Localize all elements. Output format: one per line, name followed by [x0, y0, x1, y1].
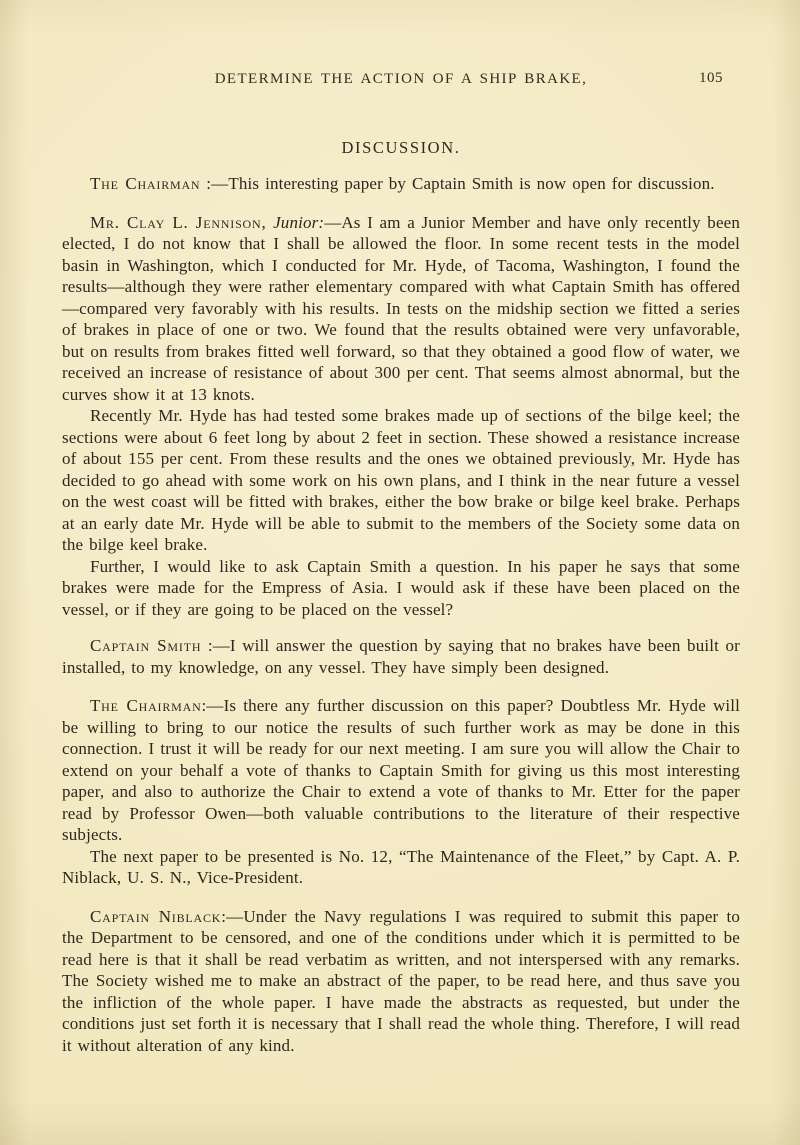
paragraph-text: Further, I would like to ask Captain Smith a question. In his paper he says that some brakes were made for the Empress of Asia. I would ask if these have been placed on the vessel, or if they are going to be placed on the vessel?: [62, 556, 740, 619]
paragraph-text: Recently Mr. Hyde has had tested some brakes made up of sections of the bilge keel; the sections were about 6 feet long by about 2 feet in section. These showed a resistance increase of about 155 per cent. From these results and the ones we obtained previously, Mr. Hyde has decided to go ahead with some work on his own plans, and I think in the near future a vessel on the west coast will be fitted with brakes, either the bow brake or bilge keel brake. Perhaps at an early date Mr. Hyde will be able to submit to the members of the Society some data on the bilge keel brake.: [62, 406, 740, 554]
paragraph-text: As I am a Junior Member and have only recently been elected, I do not know that I shall be allowed the floor. In some recent tests in the model basin in Washington, which I conducted for Mr. Hyde, of Tacoma, Washington, I found the results—although they were rather elementary compared with what Captain Smith has offered—compared very favorably with his results. In tests on the midship section we fitted a series of brakes in place of one or two. We found that the results obtained were very unfavorable, but on results from brakes fitted well forward, so that they obtained a good flow of water, we received an increase of resistance of about 300 per cent. That seems almost abnormal, but the curves show it at 13 knots.: [62, 212, 740, 404]
speaker-separator: :—: [201, 636, 230, 655]
discussion-paragraph: [62, 212, 740, 406]
page-number: 105: [699, 70, 723, 86]
section-title: DISCUSSION.: [341, 138, 461, 157]
discussion-paragraph: [62, 906, 740, 1057]
paragraph-text: This interesting paper by Captain Smith is now open for discussion.: [228, 174, 715, 193]
speaker-name: The Chairman: [90, 174, 201, 193]
speaker-qualifier: Junior:: [266, 212, 325, 232]
paragraph-text: Is there any further discussion on this paper? Doubtless Mr. Hyde will be willing to bring to our notice the results of such further work as may be done in this connection. I trust it will be ready for our next meeting. I am sure you will allow the Chair to extend on your behalf a vote of thanks to Captain Smith for giving us this most interesting paper, and also to authorize the Chair to extend a vote of thanks to Mr. Etter for the paper read by Professor Owen—both valuable contributions to the literature of their respective subjects.: [62, 696, 740, 844]
discussion-paragraph: [62, 405, 740, 556]
speaker-separator: —: [324, 212, 342, 232]
running-head: [62, 70, 740, 92]
discussion-body: [62, 173, 740, 1056]
discussion-paragraph: [62, 846, 740, 889]
discussion-paragraph: [62, 635, 740, 678]
speaker-name: Captain Niblack: [90, 906, 222, 926]
running-head-title: DETERMINE THE ACTION OF A SHIP BRAKE,: [214, 71, 588, 87]
discussion-paragraph: [62, 556, 740, 621]
speaker-separator: :—: [221, 906, 244, 926]
paragraph-text: I will answer the question by saying that no brakes have been built or installed, to my knowledge, on any vessel. They have simply been designed.: [62, 636, 740, 677]
discussion-paragraph: [62, 173, 740, 195]
speaker-separator: :—: [200, 174, 229, 193]
discussion-paragraph: [62, 695, 740, 846]
speaker-name: Captain Smith: [90, 636, 202, 655]
speaker-name: Mr. Clay L. Jennison,: [90, 212, 267, 232]
paragraph-text: The next paper to be presented is No. 12, “The Maintenance of the Fleet,” by Capt. A. P. Niblack, U. S. N., Vice-President.: [62, 846, 740, 887]
speaker-name: The Chairman: [90, 696, 202, 715]
speaker-separator: :—: [201, 696, 224, 715]
paragraph-text: Under the Navy regulations I was required to submit this paper to the Department to be censored, and one of the conditions under which it is permitted to be read here is that it shall be read verbatim as written, and not interspersed with any remarks. The Society wished me to make an abstract of the paper, to be read here, and thus save you the infliction of the whole paper. I have made the abstracts as requested, but under the conditions just set forth it is necessary that I shall read the whole thing. Therefore, I will read it without alteration of any kind.: [62, 906, 740, 1055]
